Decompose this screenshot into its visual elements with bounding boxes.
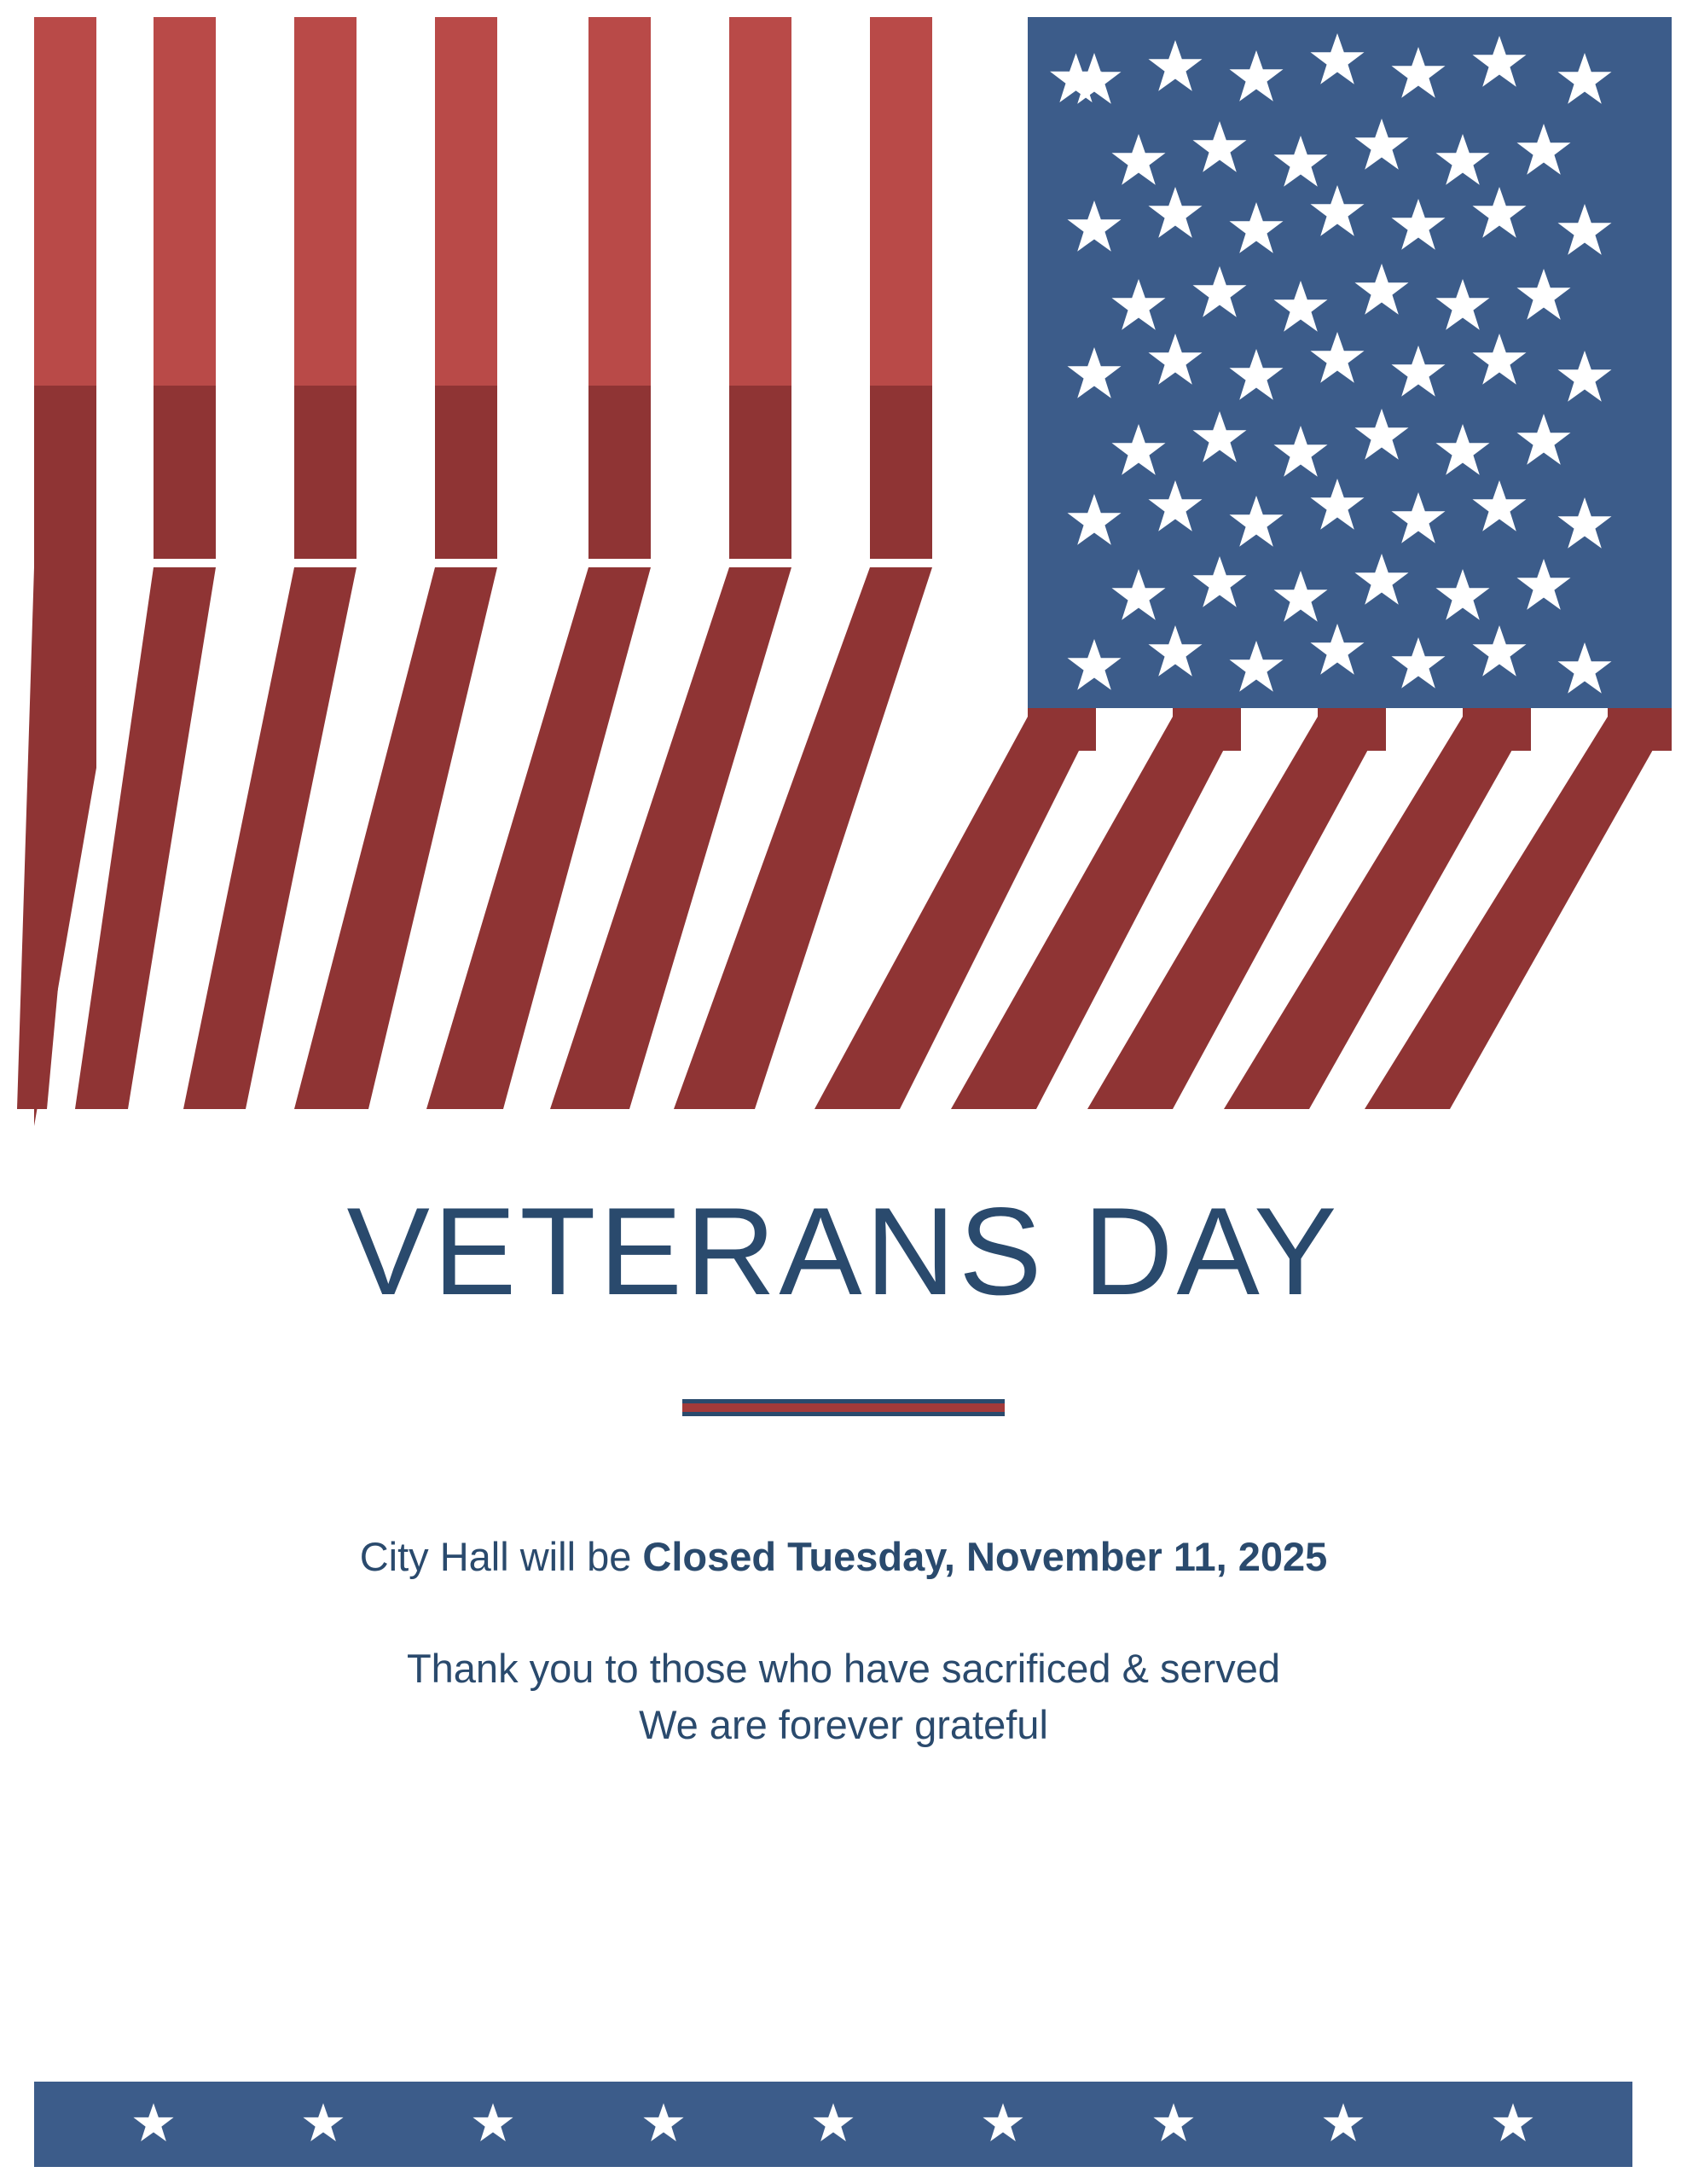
closure-prefix: City Hall will be — [359, 1534, 643, 1579]
star-icon — [470, 2101, 516, 2147]
star-icon — [1490, 2101, 1536, 2147]
closure-emphasis: Closed Tuesday, November 11, 2025 — [642, 1534, 1328, 1579]
flag-stripes-vertical — [34, 17, 932, 559]
title-block — [0, 1182, 1687, 1321]
star-icon — [810, 2101, 856, 2147]
thanks-line-1: Thank you to those who have sacrificed & served — [406, 1645, 1281, 1691]
flag-stripes-under-canton — [1028, 708, 1672, 751]
message-block — [0, 1527, 1687, 1754]
thanks-line-2: We are forever grateful — [639, 1702, 1048, 1748]
flag-canton — [1028, 17, 1672, 708]
closure-notice — [0, 1527, 1687, 1588]
star-icon — [1151, 2101, 1197, 2147]
star-icon — [300, 2101, 346, 2147]
page-title: VETERANS DAY — [346, 1182, 1341, 1321]
star-icon — [641, 2101, 687, 2147]
star-icon — [1320, 2101, 1366, 2147]
bottom-star-bar — [34, 2082, 1632, 2167]
title-divider — [682, 1399, 1005, 1416]
thanks-message — [0, 1641, 1687, 1754]
star-icon — [980, 2101, 1026, 2147]
star-icon — [130, 2101, 177, 2147]
